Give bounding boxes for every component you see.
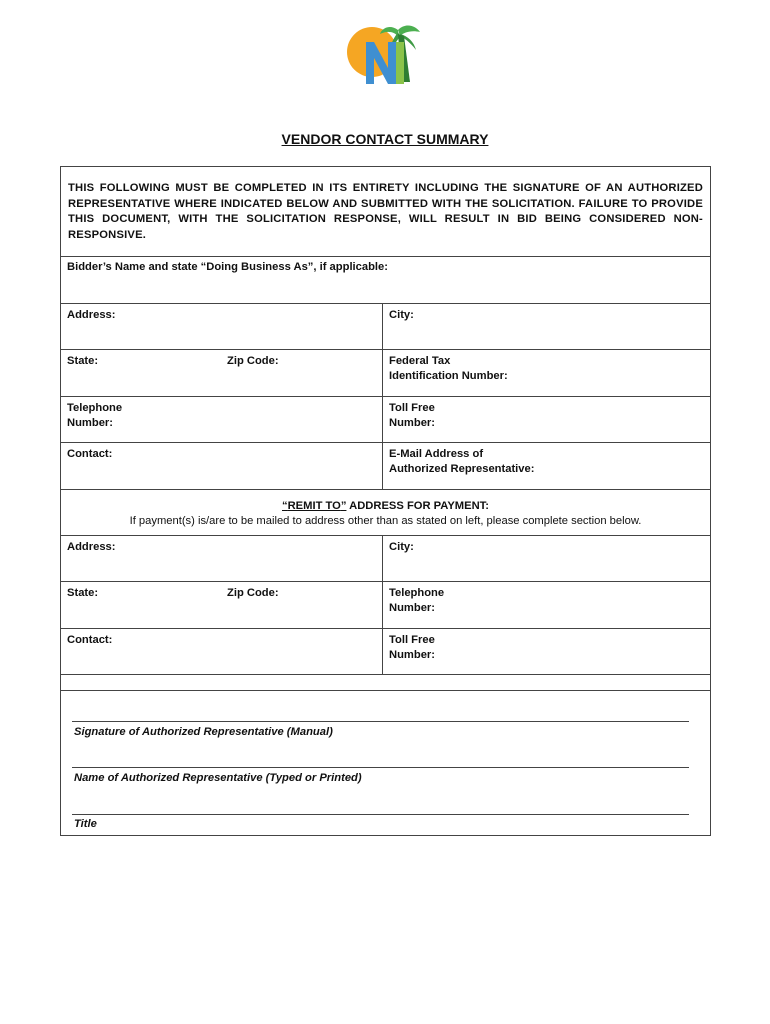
spacer-row (61, 675, 710, 691)
remit-contact-field[interactable] (61, 629, 383, 674)
remit-contact-label: Contact: (67, 634, 113, 646)
north-lauderdale-logo (338, 22, 430, 98)
logo-graphic (338, 22, 430, 98)
state-label: State: (67, 355, 99, 367)
remit-telephone-label: Telephone (389, 587, 445, 599)
telephone-label: Telephone (67, 402, 123, 414)
zip-code-label: Zip Code: (227, 355, 279, 367)
toll-free-label: Toll Free (389, 402, 435, 414)
toll-free-field[interactable] (383, 397, 710, 442)
state-field[interactable] (61, 350, 221, 396)
remit-zip-code-field[interactable] (221, 582, 285, 628)
telephone-row (61, 397, 710, 443)
remit-state-zip-row (61, 582, 710, 629)
remit-state-label: State: (67, 587, 99, 599)
signature-label: Signature of Authorized Representative (Manual) (74, 726, 333, 738)
vendor-contact-form (60, 166, 711, 836)
zip-code-field[interactable] (221, 350, 285, 396)
title-label: Title (74, 818, 97, 830)
email-field[interactable] (383, 443, 710, 489)
remit-city-field[interactable] (383, 536, 710, 581)
name-line[interactable] (72, 767, 689, 768)
email-label: E-Mail Address of (389, 448, 484, 460)
remit-to-subtitle: If payment(s) is/are to be mailed to address other than as stated on left, please complete section below. (129, 515, 642, 527)
name-label: Name of Authorized Representative (Typed or Printed) (74, 772, 362, 784)
telephone-field[interactable] (61, 397, 383, 442)
state-zip-group (61, 350, 383, 396)
remit-telephone-label-2: Number: (389, 601, 435, 614)
remit-state-field[interactable] (61, 582, 221, 628)
instructions-text: THIS FOLLOWING MUST BE COMPLETED IN ITS ENTIRETY INCLUDING THE SIGNATURE OF AN AUTHORIZED REPRESENTATIVE WHERE INDICATED BELOW AND SUBMITTED WITH THE SOLICITATION. FAILURE TO PROVIDE THIS DOCUMENT, WITH THE SOLICITATION RESPONSE, WILL RESULT IN BID BEING CONSIDERED NON-RESPONSIVE. (61, 167, 710, 257)
remit-state-zip-group (61, 582, 383, 628)
remit-toll-free-label: Toll Free (389, 634, 435, 646)
remit-zip-code-label: Zip Code: (227, 587, 279, 599)
remit-address-field[interactable] (61, 536, 383, 581)
state-zip-row (61, 350, 710, 397)
bidder-name-label: Bidder’s Name and state “Doing Business As”, if applicable: (67, 261, 388, 273)
city-label: City: (389, 309, 414, 321)
federal-tax-label: Federal Tax (389, 355, 451, 367)
remit-city-label: City: (389, 541, 414, 553)
page-title: VENDOR CONTACT SUMMARY (281, 131, 489, 147)
signature-block (61, 691, 710, 835)
contact-row (61, 443, 710, 490)
remit-telephone-field[interactable] (383, 582, 710, 628)
contact-label: Contact: (67, 448, 113, 460)
remit-address-row (61, 536, 710, 582)
federal-tax-label-2: Identification Number: (389, 369, 508, 382)
remit-toll-free-label-2: Number: (389, 648, 435, 661)
remit-toll-free-field[interactable] (383, 629, 710, 674)
contact-field[interactable] (61, 443, 383, 489)
address-row (61, 304, 710, 350)
bidder-name-field[interactable] (61, 257, 710, 304)
address-field[interactable] (61, 304, 383, 349)
remit-contact-row (61, 629, 710, 675)
remit-to-header (61, 490, 710, 536)
remit-to-title: “REMIT TO” ADDRESS FOR PAYMENT: (282, 500, 489, 512)
toll-free-label-2: Number: (389, 416, 435, 429)
remit-address-label: Address: (67, 541, 116, 553)
federal-tax-id-field[interactable] (383, 350, 710, 396)
signature-line[interactable] (72, 721, 689, 722)
email-label-2: Authorized Representative: (389, 462, 535, 475)
city-field[interactable] (383, 304, 710, 349)
title-line[interactable] (72, 814, 689, 815)
address-label: Address: (67, 309, 116, 321)
telephone-label-2: Number: (67, 416, 113, 429)
